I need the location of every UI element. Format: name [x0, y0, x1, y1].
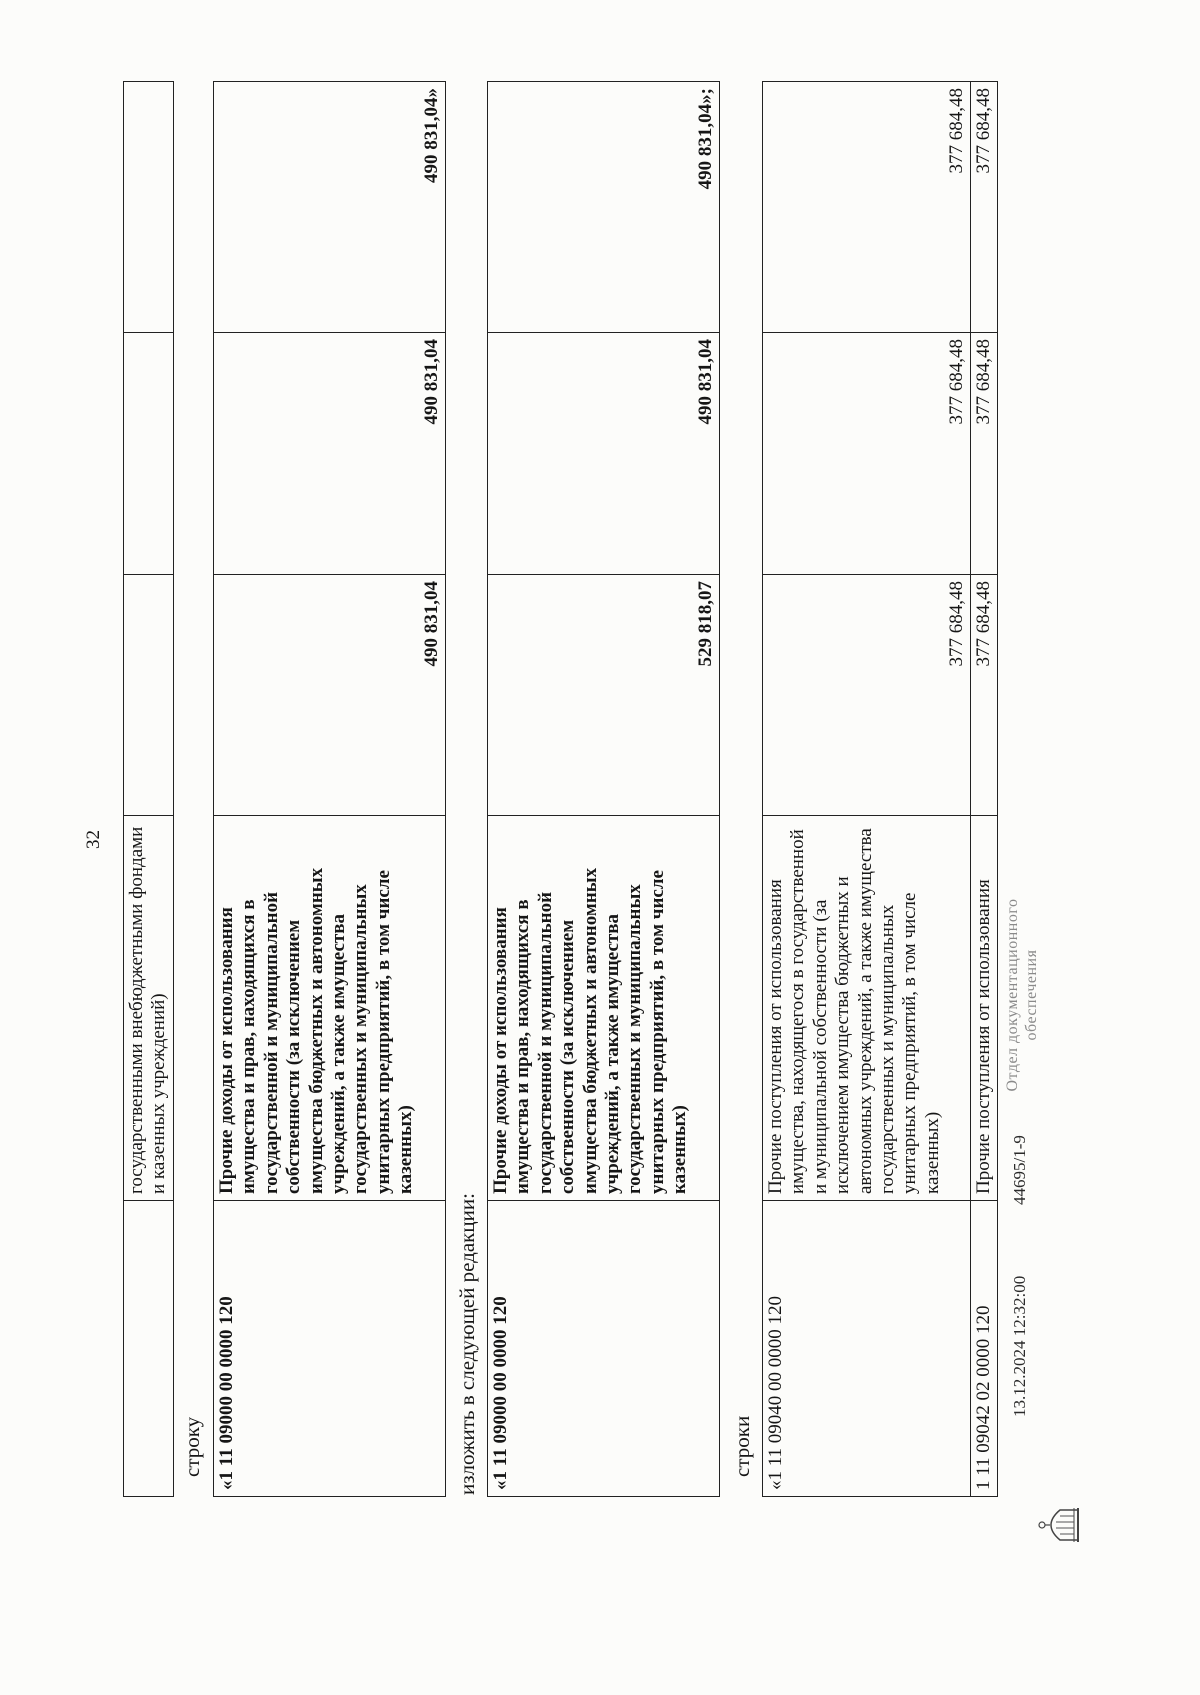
- table-row: [214, 82, 446, 1497]
- table-new-row: [487, 81, 720, 1497]
- table-row: [971, 82, 998, 1497]
- department-stamp: Отдел документационного обеспечения: [1004, 898, 1041, 1092]
- value-cell-2: 490 831,04: [488, 333, 720, 575]
- table-old-row: [213, 81, 446, 1497]
- label-replace-row: строку: [180, 1416, 204, 1477]
- value-cell-1: 490 831,04: [214, 575, 446, 816]
- table-row: [763, 82, 971, 1497]
- code-cell: «1 11 09000 00 0000 120: [488, 1201, 720, 1497]
- code-cell: «1 11 09040 00 0000 120: [763, 1201, 971, 1497]
- value-cell-1: 377 684,48: [763, 575, 971, 816]
- name-cell: Прочие поступления от использования имущества, находящегося в государственной и муниципальной собственности (за исключением имущества бюджетных и автономных учреждений, а также имущества государственных и муниципальных унитарных предприятий, в том числе казенных): [763, 816, 971, 1201]
- value-cell: [124, 575, 174, 816]
- value-cell: [124, 333, 174, 575]
- value-cell-1: 529 818,07: [488, 575, 720, 816]
- footer-doc-number: 44695/1-9: [1010, 1135, 1029, 1205]
- value-cell-3: 490 831,04»: [214, 82, 446, 333]
- table-row: [488, 82, 720, 1497]
- name-cell: Прочие доходы от использования имущества и прав, находящихся в государственной и муниципальной собственности (за исключением имущества бюджетных и автономных учреждений, а также имущества государственных и муниципальных унитарных предприятий, в том числе казенных): [214, 816, 446, 1201]
- value-cell-3: 377 684,48: [971, 82, 998, 333]
- table-rows: [762, 81, 998, 1497]
- footer-date: 13.12.2024 12:32:00: [1010, 1275, 1029, 1417]
- emblem-icon: [1034, 1502, 1084, 1548]
- value-cell-2: 490 831,04: [214, 333, 446, 575]
- code-cell: «1 11 09000 00 0000 120: [214, 1201, 446, 1497]
- label-edit: изложить в следующей редакции:: [455, 1193, 479, 1495]
- name-cell: Прочие доходы от использования имущества и прав, находящихся в государственной и муниципальной собственности (за исключением имущества бюджетных и автономных учреждений, а также имущества государственных и муниципальных унитарных предприятий, в том числе казенных): [488, 816, 720, 1201]
- table-row: [124, 82, 174, 1497]
- page-number: 32: [83, 830, 104, 849]
- table-continuation: [123, 81, 174, 1497]
- label-rows: строки: [730, 1415, 754, 1477]
- value-cell-2: 377 684,48: [971, 333, 998, 575]
- value-cell-3: 377 684,48: [763, 82, 971, 333]
- value-cell-2: 377 684,48: [763, 333, 971, 575]
- value-cell-1: 377 684,48: [971, 575, 998, 816]
- code-cell: 1 11 09042 02 0000 120: [971, 1201, 998, 1497]
- name-cell: государственными внебюджетными фондами и казенных учреждений): [124, 816, 174, 1201]
- value-cell: [124, 82, 174, 333]
- value-cell-3: 490 831,04»;: [488, 82, 720, 333]
- code-cell: [124, 1201, 174, 1497]
- name-cell: Прочие поступления от использования: [971, 816, 998, 1201]
